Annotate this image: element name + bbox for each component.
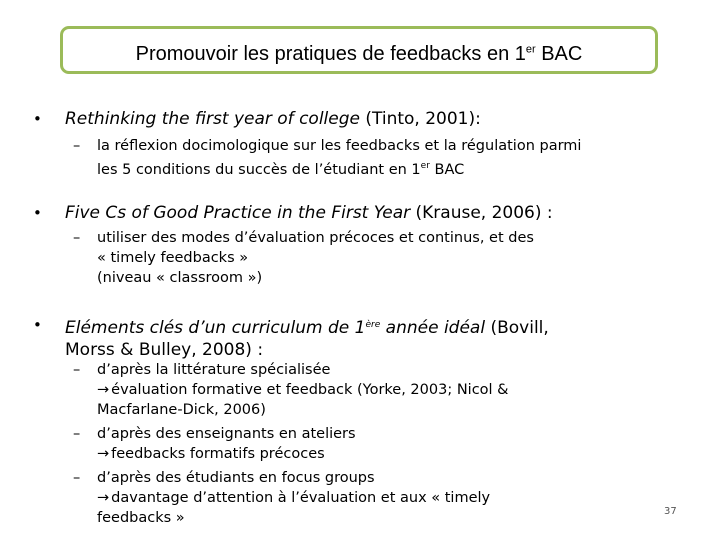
bullet-3-text: Eléments clés d’un curriculum de 1ère année idéal (Bovill, Morss & Bulley, 2008) : xyxy=(65,318,549,360)
slide-title: Promouvoir les pratiques de feedbacks en 1er BAC xyxy=(135,42,583,65)
bullet-2-text: Five Cs of Good Practice in the First Year (Krause, 2006) : xyxy=(65,203,553,223)
page-number: 37 xyxy=(664,506,677,517)
bullet-1-text: Rethinking the first year of college (Tinto, 2001): xyxy=(65,109,481,129)
arrow-right-icon: → xyxy=(97,490,110,506)
title-box xyxy=(60,26,658,74)
arrow-right-icon: → xyxy=(97,382,110,398)
arrow-right-icon: → xyxy=(97,446,110,462)
